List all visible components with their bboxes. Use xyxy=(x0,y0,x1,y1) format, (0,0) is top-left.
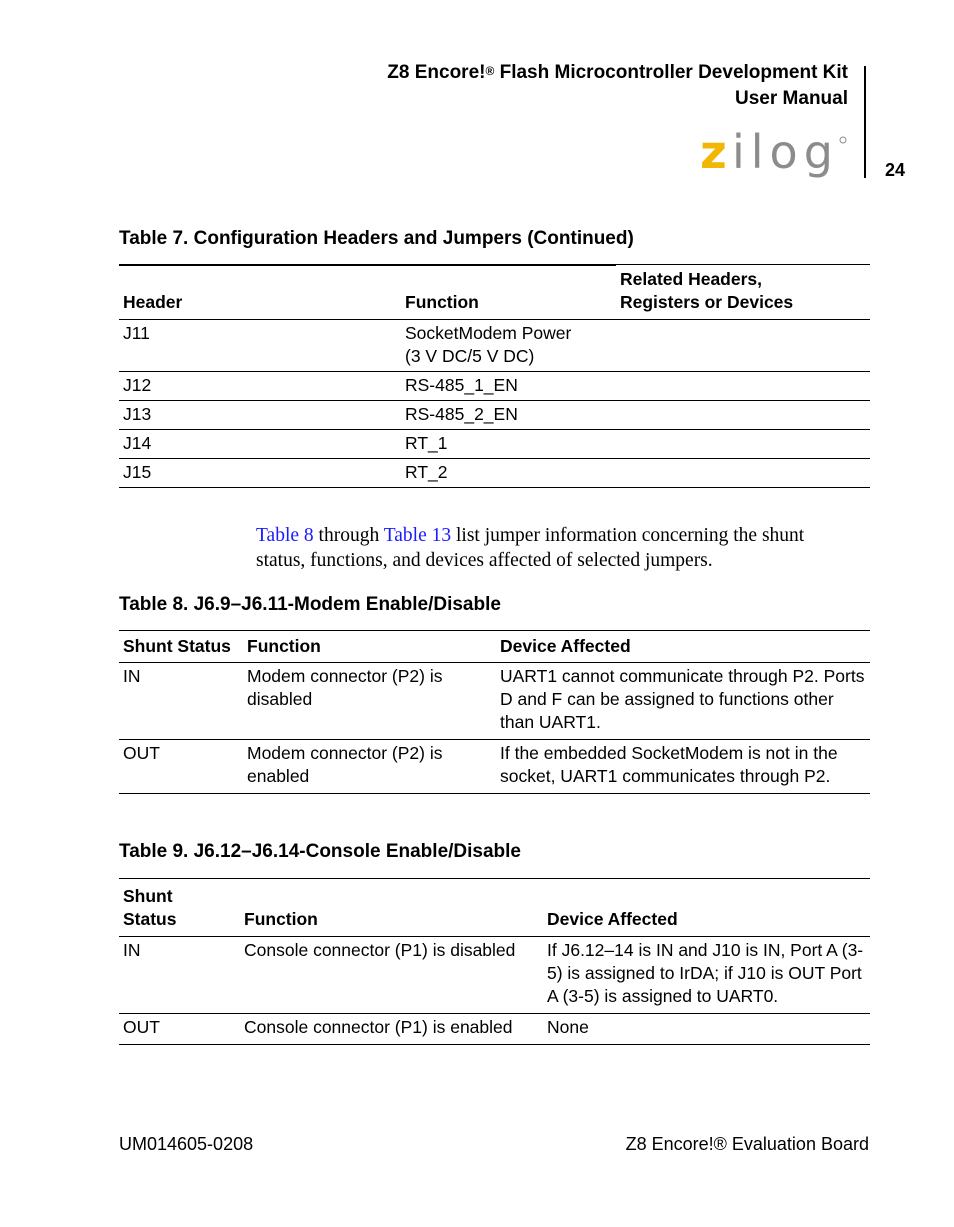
col-device-affected: Device Affected xyxy=(543,879,870,937)
cell-function: RT_2 xyxy=(401,459,616,488)
cell-function: RS-485_2_EN xyxy=(401,401,616,430)
cell-device: None xyxy=(543,1014,870,1045)
col-related xyxy=(616,264,870,320)
title-prefix: Z8 Encore! xyxy=(387,62,486,83)
document-title xyxy=(387,60,848,112)
table8-link[interactable]: Table 8 xyxy=(256,525,314,546)
table-row xyxy=(119,459,870,488)
table9-header-row xyxy=(119,879,870,937)
col-function: Function xyxy=(240,879,543,937)
col-related-l1: Related Headers, xyxy=(620,269,763,289)
col-shunt-l2: Status xyxy=(123,909,177,929)
body-paragraph xyxy=(256,523,856,573)
cell-related xyxy=(616,459,870,488)
cell-device: UART1 cannot communicate through P2. Ports D and F can be assigned to functions other than UART1. xyxy=(496,663,870,740)
cell-status: IN xyxy=(119,937,240,1014)
table-row xyxy=(119,937,870,1014)
cell-header: J11 xyxy=(119,320,401,372)
cell-device: If J6.12–14 is IN and J10 is IN, Port A (3-5) is assigned to IrDA; if J10 is OUT Port A (3-5) is assigned to UART0. xyxy=(543,937,870,1014)
table8-grid xyxy=(119,631,870,794)
document-title-line1 xyxy=(387,60,848,86)
table9-grid xyxy=(119,879,870,1045)
table13-link[interactable]: Table 13 xyxy=(383,525,452,546)
col-function: Function xyxy=(243,631,496,663)
table-row xyxy=(119,1014,870,1045)
footer-doc-name: Z8 Encore!® Evaluation Board xyxy=(625,1134,869,1154)
table-row xyxy=(119,430,870,459)
col-header: Header xyxy=(119,264,401,320)
table-row xyxy=(119,372,870,401)
cell-device: If the embedded SocketModem is not in the socket, UART1 communicates through P2. xyxy=(496,740,870,794)
zilog-logo xyxy=(700,128,850,189)
cell-function: RS-485_1_EN xyxy=(401,372,616,401)
cell-function: RT_1 xyxy=(401,430,616,459)
cell-function xyxy=(401,320,616,372)
logo-letters-ilog: ilog xyxy=(732,128,839,179)
col-device-affected: Device Affected xyxy=(496,631,870,663)
col-related-l2: Registers or Devices xyxy=(620,292,794,312)
cell-header: J13 xyxy=(119,401,401,430)
cell-function: Modem connector (P2) is enabled xyxy=(243,740,496,794)
cell-function: Modem connector (P2) is disabled xyxy=(243,663,496,740)
registered-mark: ® xyxy=(485,64,495,78)
cell-function: Console connector (P1) is disabled xyxy=(240,937,543,1014)
cell-related xyxy=(616,430,870,459)
table-row xyxy=(119,740,870,794)
col-shunt-l1: Shunt xyxy=(123,886,173,906)
table7-caption: Table 7. Configuration Headers and Jumpers (Continued) xyxy=(119,228,634,249)
table7-top-rule-right xyxy=(616,264,870,265)
cell-related xyxy=(616,320,870,372)
table8 xyxy=(119,630,870,794)
zilog-logo-graphic xyxy=(700,128,850,184)
cell-function: Console connector (P1) is enabled xyxy=(240,1014,543,1045)
cell-status: OUT xyxy=(119,1014,240,1045)
cell-status: IN xyxy=(119,663,243,740)
table8-header-row xyxy=(119,631,870,663)
page-number: 24 xyxy=(885,160,906,180)
title-suffix: Flash Microcontroller Development Kit xyxy=(494,62,848,83)
table7-header-row xyxy=(119,264,870,320)
table9-caption: Table 9. J6.12–J6.14-Console Enable/Disable xyxy=(119,841,521,862)
table9 xyxy=(119,878,870,1045)
cell-header: J12 xyxy=(119,372,401,401)
table-row xyxy=(119,663,870,740)
table7 xyxy=(119,264,870,488)
cell-related xyxy=(616,372,870,401)
footer-doc-id: UM014605-0208 xyxy=(119,1134,254,1154)
table8-caption: Table 8. J6.9–J6.11-Modem Enable/Disable xyxy=(119,594,501,615)
table-row xyxy=(119,320,870,372)
logo-letter-z: z xyxy=(700,128,727,179)
cell-status: OUT xyxy=(119,740,243,794)
header-vertical-rule xyxy=(864,66,866,178)
col-shunt-status: Shunt Status xyxy=(119,631,243,663)
cell-function-l2: (3 V DC/5 V DC) xyxy=(405,346,535,366)
cell-related xyxy=(616,401,870,430)
document-title-line2: User Manual xyxy=(735,88,848,109)
logo-reg-mark xyxy=(840,137,846,143)
paragraph-text2: list jumper information concerning the shunt status, functions, and devices affected of selected jumpers. xyxy=(256,525,805,571)
table7-grid xyxy=(119,264,870,488)
cell-header: J15 xyxy=(119,459,401,488)
table7-top-rule-left xyxy=(119,264,616,266)
table-row xyxy=(119,401,870,430)
cell-function-l1: SocketModem Power xyxy=(405,323,572,343)
col-function: Function xyxy=(401,264,616,320)
col-shunt-status xyxy=(119,879,240,937)
cell-header: J14 xyxy=(119,430,401,459)
paragraph-text1: through xyxy=(313,525,384,546)
